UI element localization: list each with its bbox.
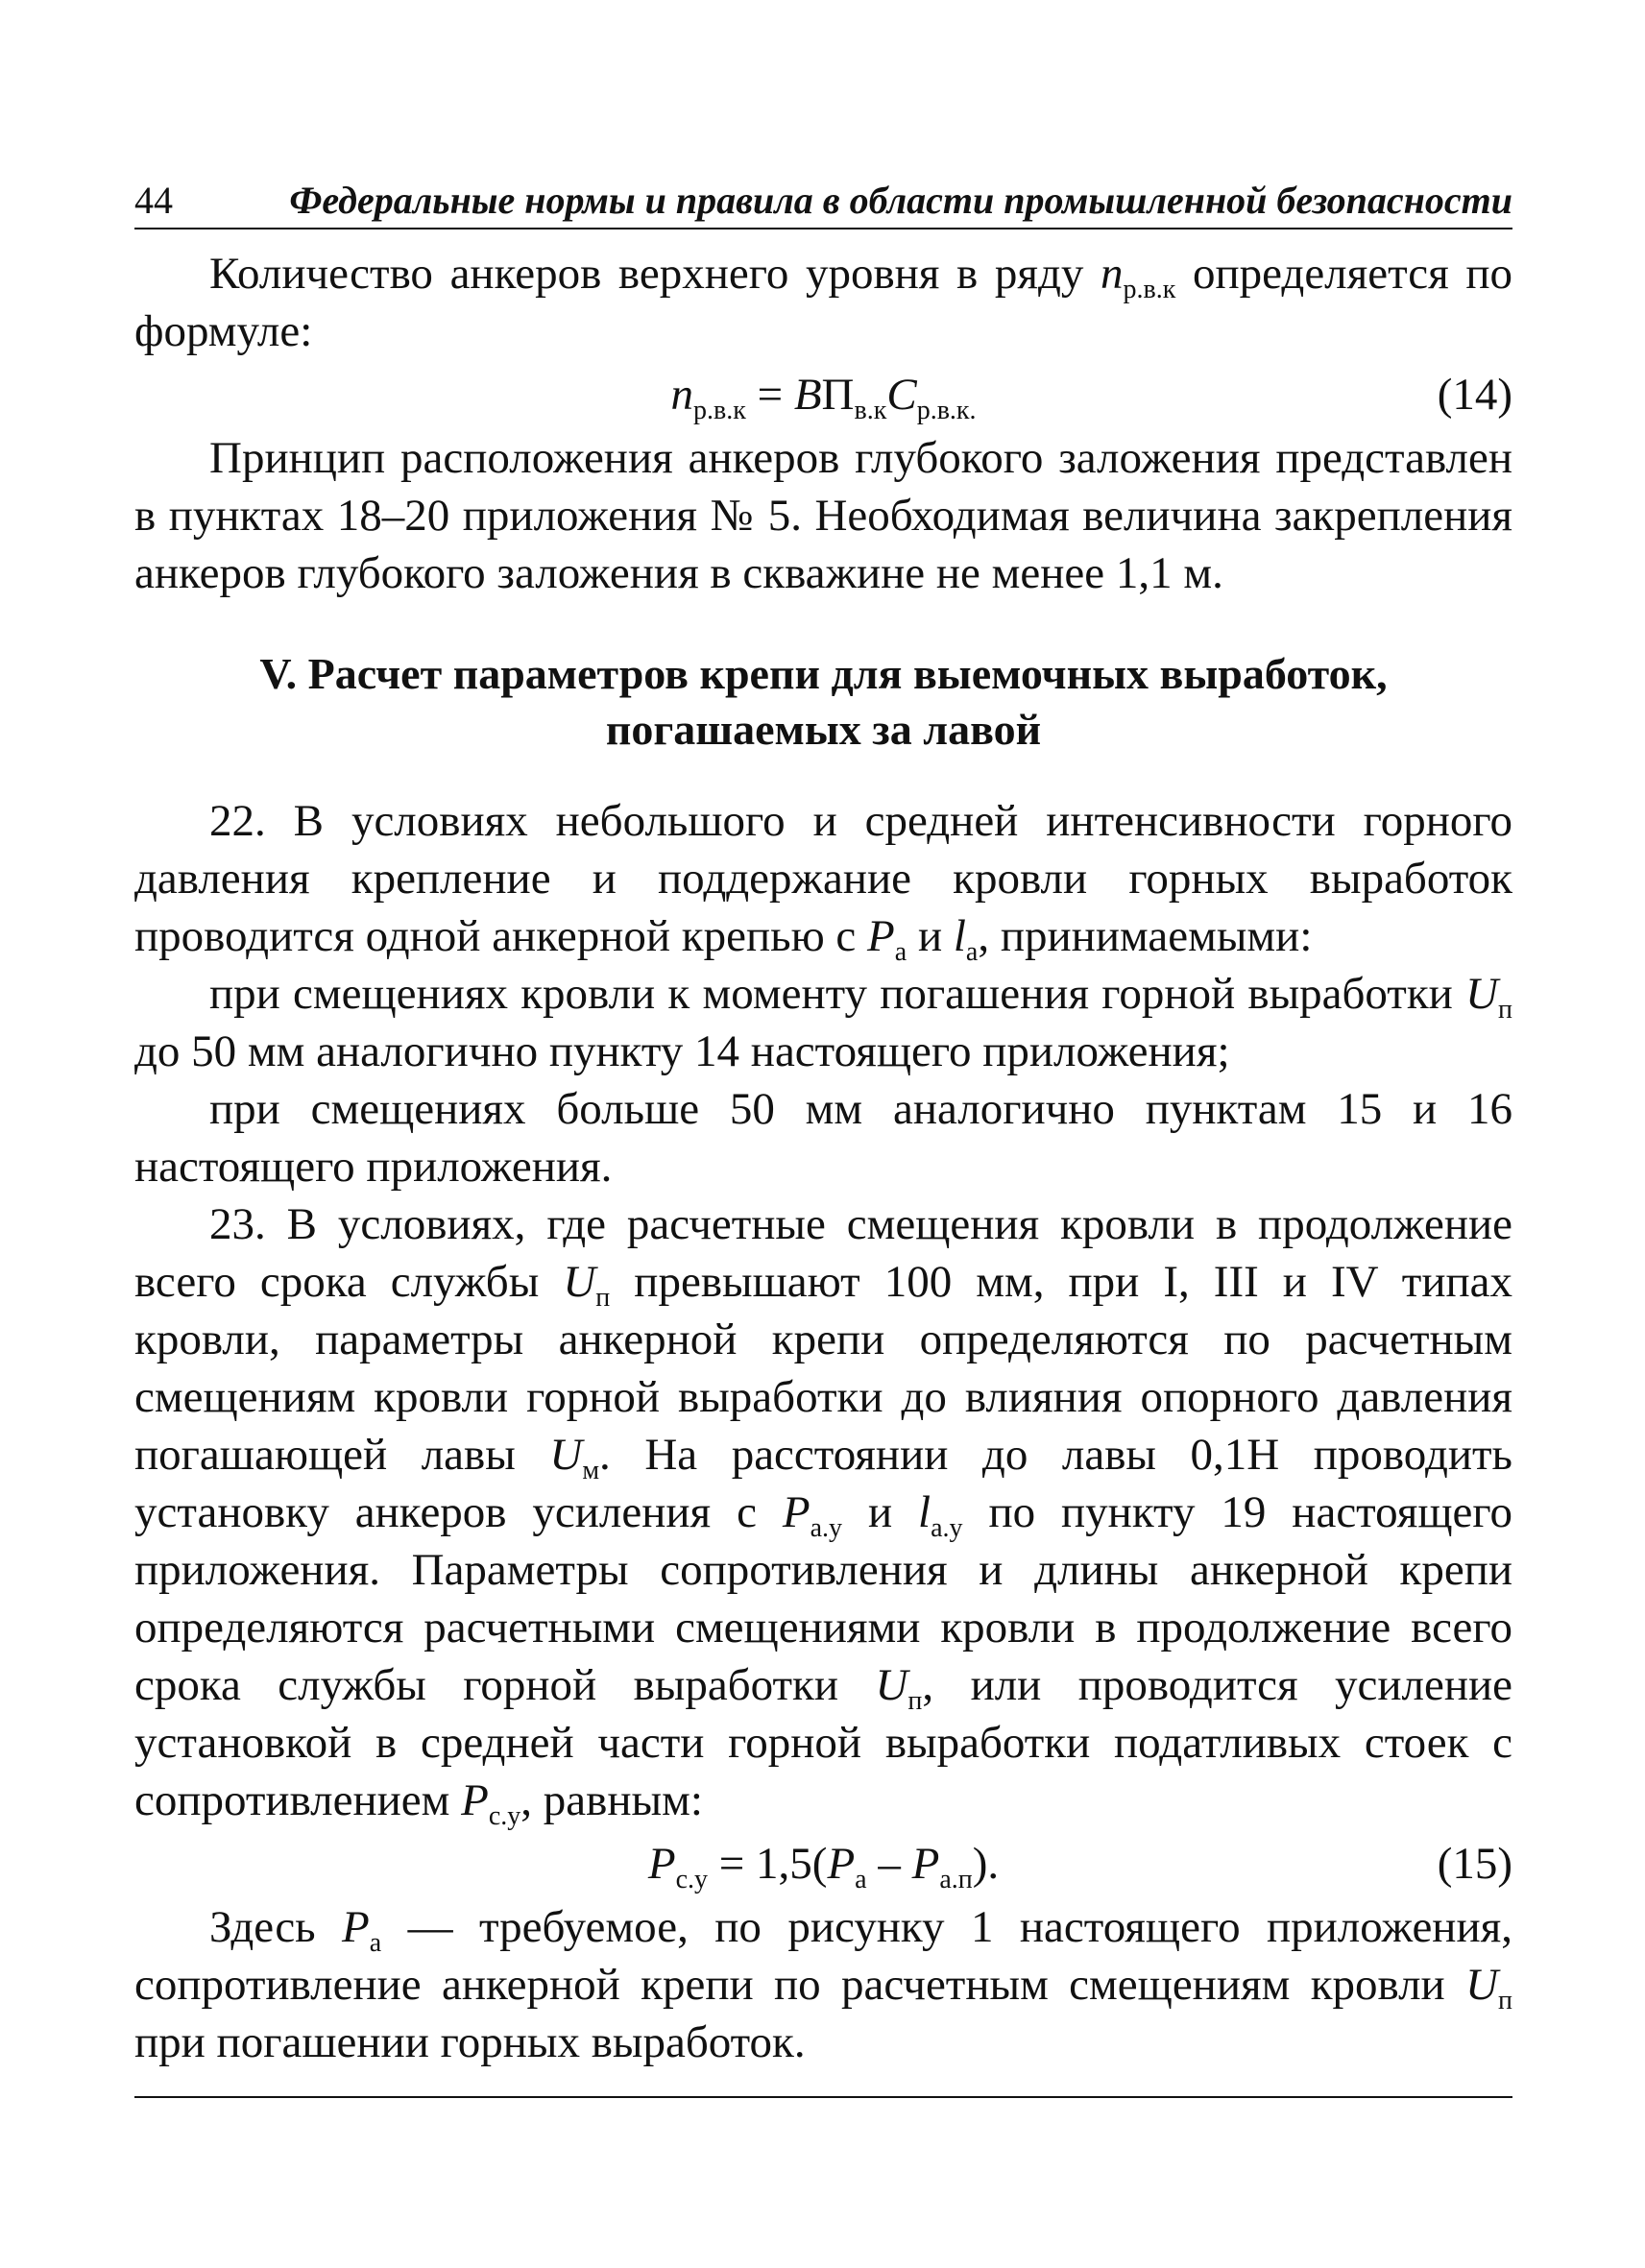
running-header <box>134 178 1512 229</box>
section-heading-line-2: погашаемых за лавой <box>605 705 1042 754</box>
paragraph-anchor-count: Количество анкеров верхнего уровня в ряду $n_{р.в.к}$ определяется по формуле: <box>134 249 1512 356</box>
formula-15-expression: $P_{с.у} = 1,5(P_а - P_{а.п})$. <box>647 1839 1000 1894</box>
formula-15-number: (15) <box>1437 1839 1512 1889</box>
paragraph-definition: Здесь $P_а$ — требуемое, по рисунку 1 настоящего приложения, сопротивление анкерной крепи по расчетным смещениям кровли $U_п$ при погашении горных выработок. <box>134 1902 1512 2067</box>
section-heading-line-1: V. Расчет параметров крепи для выемочных выработок, <box>259 649 1388 698</box>
page-number: 44 <box>134 179 173 222</box>
running-title: Федеральные нормы и правила в области промышленной безопасности <box>289 179 1512 222</box>
formula-15 <box>134 1833 1512 1894</box>
body-text <box>134 245 1512 2098</box>
document-page <box>134 178 1512 2098</box>
formula-14-number: (14) <box>1437 370 1512 420</box>
paragraph-deep-anchors: Принцип расположения анкеров глубокого заложения представлен в пунктах 18–20 приложения № 5. Необходимая величина закрепления анкеров глубокого заложения в скважине не менее 1,1 м. <box>134 433 1512 598</box>
paragraph-22-item-2: при смещениях больше 50 мм аналогично пунктам 15 и 16 настоящего приложения. <box>134 1084 1512 1192</box>
formula-14-expression: $n_{р.в.к} = BП_{в.к}C_{р.в.к.}$ <box>670 370 977 425</box>
bottom-rule <box>134 2096 1512 2098</box>
formula-14 <box>134 364 1512 425</box>
section-heading <box>134 646 1512 758</box>
paragraph-23: 23. В условиях, где расчетные смещения кровли в продолжение всего срока службы $U_п$ превышают 100 мм, при I, III и IV типах кровли, параметры анкерной крепи определяются по расчетным смещениям кровли горной выработки до влияния опорного давления погашающей лавы $U_м$. На расстоянии до лавы 0,1H проводить установку анкеров усиления с $P_{а.у}$ и $l_{а.у}$ по пункту 19 настоящего приложения. Параметры сопротивления и длины анкерной крепи определяются расчетными смещениями кровли в продолжение всего срока службы горной выработки $U_п$, или проводится усиление установкой в средней части горной выработки податливых стоек с сопротивлением $P_{с.у}$, равным: <box>134 1199 1512 1831</box>
paragraph-22-item-1: при смещениях кровли к моменту погашения горной выработки $U_п$ до 50 мм аналогично пункту 14 настоящего приложения; <box>134 969 1512 1076</box>
paragraph-22: 22. В условиях небольшого и средней интенсивности горного давления крепление и поддержание кровли горных выработок проводится одной анкерной крепью с $P_а$ и $l_а$, принимаемыми: <box>134 796 1512 967</box>
